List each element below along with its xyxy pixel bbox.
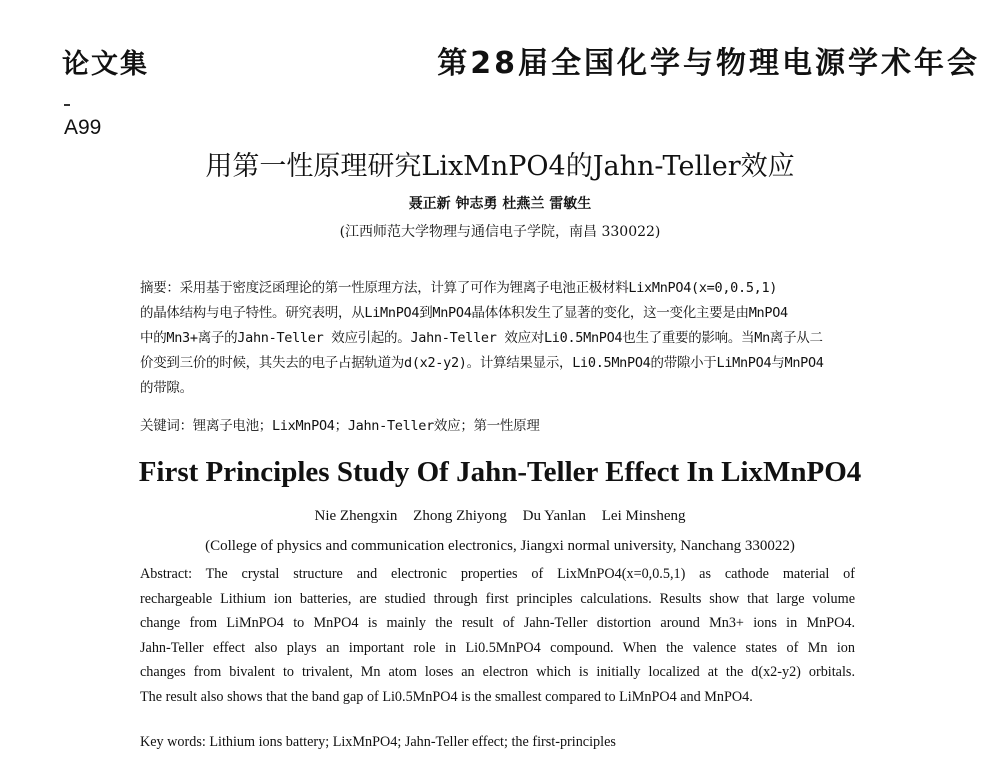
english-affiliation: (College of physics and communication electronics, Jiangxi normal university, Nanchang 330022) xyxy=(205,538,795,554)
english-abstract-line: rechargeable Lithium ion batteries, are studied through first principles calculations. Results show that large volume xyxy=(140,590,855,607)
chinese-abstract-line: 摘要：采用基于密度泛函理论的第一性原理方法，计算了可作为锂离子电池正极材料LixMnPO4(x=0,0.5,1) xyxy=(140,280,778,296)
chinese-abstract-line: 中的Mn3+离子的Jahn-Teller 效应引起的。Jahn-Teller 效应对Li0.5MnPO4也生了重要的影响。当Mn离子从二 xyxy=(140,330,823,346)
journal-name: 论文集 xyxy=(62,49,149,80)
author-name: Zhong Zhiyong xyxy=(413,508,507,524)
chinese-abstract xyxy=(140,276,860,401)
chinese-keywords: 关键词：锂离子电池；LixMnPO4；Jahn-Teller效应；第一性原理 xyxy=(140,418,540,434)
english-abstract-line: The result also shows that the band gap of Li0.5MnPO4 is the smallest compared to LiMnPO4 and MnPO4. xyxy=(140,688,753,705)
english-authors xyxy=(0,508,1000,525)
english-abstract-line: change from LiMnPO4 to MnPO4 is mainly the result of Jahn-Teller distortion around Mn3+ ions in MnPO4. xyxy=(140,615,855,632)
english-abstract-line: Abstract: The crystal structure and electronic properties of LixMnPO4(x=0,0.5,1) as cathode material of xyxy=(140,566,855,582)
english-abstract-line: changes from bivalent to trivalent, Mn atom loses an electron which is initially localized at the d(x2-y2) orbitals. xyxy=(140,664,855,681)
author-name: Lei Minsheng xyxy=(601,508,686,524)
english-title: First Principles Study Of Jahn-Teller Effect In LixMnPO4 xyxy=(138,456,862,488)
margin-mark xyxy=(64,104,70,106)
chinese-abstract-line: 价变到三价的时候，其失去的电子占据轨道为d(x2-y2)。计算结果显示，Li0.5MnPO4的带隙小于LiMnPO4与MnPO4 xyxy=(140,355,824,371)
author-name: Du Yanlan xyxy=(522,508,586,524)
paper-id: A99 xyxy=(64,116,102,139)
chinese-abstract-line: 的晶体结构与电子特性。研究表明，从LiMnPO4到MnPO4晶体体积发生了显著的变化，这一变化主要是由MnPO4 xyxy=(140,305,788,321)
english-keywords: Key words: Lithium ions battery; LixMnPO4; Jahn-Teller effect; the first-principles xyxy=(140,734,616,750)
chinese-authors: 聂正新 钟志勇 杜燕兰 雷敏生 xyxy=(408,196,592,212)
chinese-title: 用第一性原理研究LixMnPO4的Jahn-Teller效应 xyxy=(205,151,795,182)
chinese-abstract-line: 的带隙。 xyxy=(140,380,193,396)
conference-title: 第28届全国化学与物理电源学术年会 xyxy=(437,46,980,81)
english-abstract-line: Jahn-Teller effect also plays an important role in Li0.5MnPO4 compound. When the valence states of Mn ion xyxy=(140,639,855,656)
author-name: Nie Zhengxin xyxy=(314,508,398,524)
english-abstract xyxy=(140,562,855,710)
chinese-affiliation: (江西师范大学物理与通信电子学院，南昌 330022) xyxy=(339,224,661,240)
